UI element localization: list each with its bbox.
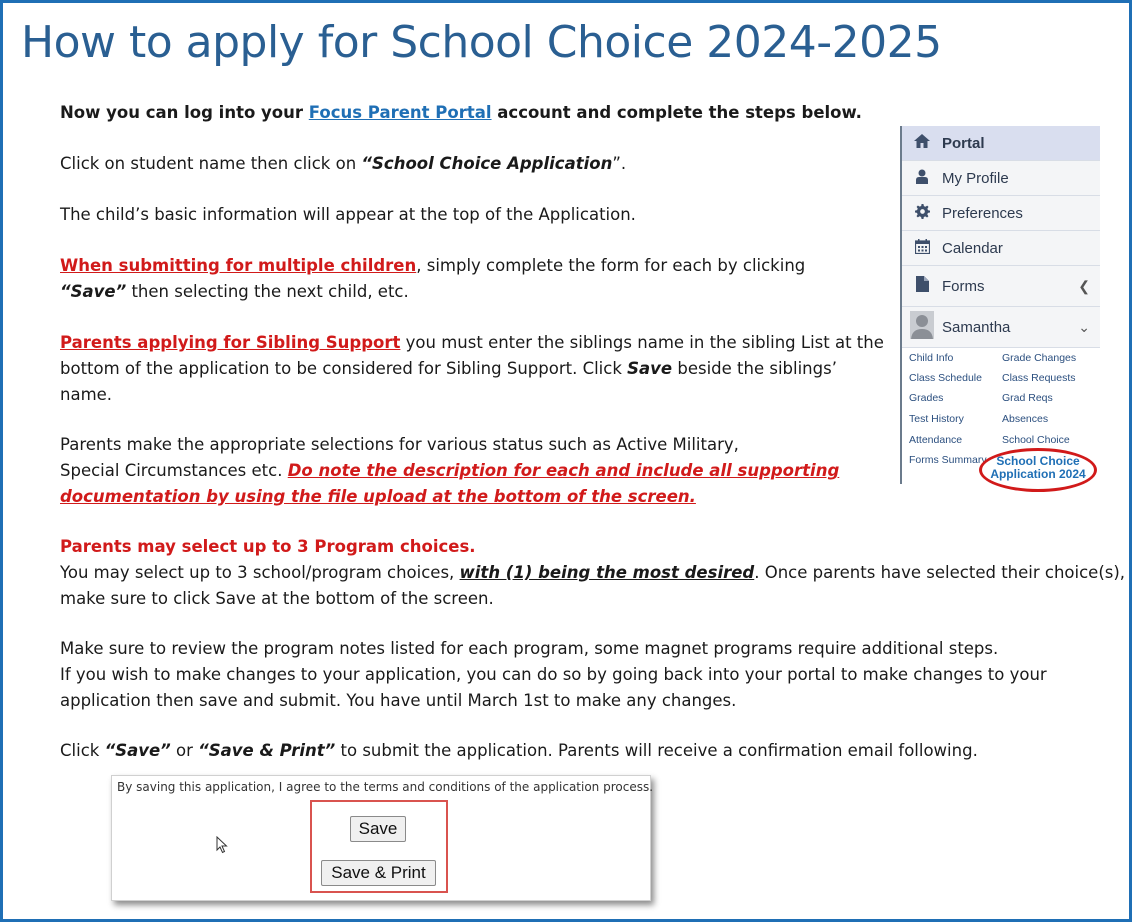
school-choice-application-callout[interactable] <box>979 455 1097 481</box>
agreement-text: By saving this application, I agree to the terms and conditions of the application process. <box>117 780 654 794</box>
focus-parent-portal-link[interactable]: Focus Parent Portal <box>308 103 492 122</box>
multi-children-label: When submitting for multiple children <box>60 256 417 275</box>
sublink-absences[interactable]: Absences <box>1002 413 1049 425</box>
sibling-line2-post: beside the siblings’ <box>672 359 837 378</box>
sublink-class-requests[interactable]: Class Requests <box>1002 372 1076 384</box>
callout-line2: Application 2024 <box>990 467 1086 481</box>
sublink-forms-summary[interactable]: Forms Summary <box>909 454 987 466</box>
save-print-button[interactable]: Save & Print <box>321 860 436 886</box>
sibling-line3: name. <box>60 385 113 404</box>
mouse-cursor-icon <box>216 836 228 854</box>
document-icon <box>902 276 942 296</box>
sibling-line2 <box>60 356 837 382</box>
notes-line3: application then save and submit. You have until March 1st to make any changes. <box>60 691 737 710</box>
multi-children-rest: , simply complete the form for each by clicking <box>416 256 806 275</box>
sibling-line2-pre: bottom of the application to be considered for Sibling Support. Click <box>60 359 628 378</box>
final-save-emph: “Save” <box>104 741 171 760</box>
chevron-left-icon[interactable]: ❮ <box>1078 277 1090 294</box>
sublink-grade-changes[interactable]: Grade Changes <box>1002 352 1077 364</box>
callout-line1: School Choice <box>996 454 1080 468</box>
portal-nav-preferences[interactable] <box>902 196 1100 231</box>
program-most-desired: with (1) being the most desired <box>459 563 755 582</box>
page-title: How to apply for School Choice 2024-2025 <box>21 17 942 68</box>
intro-pre: Now you can log into your <box>60 103 309 122</box>
program-heading: Parents may select up to 3 Program choices. <box>60 537 476 556</box>
program-line1-post: . Once parents have selected their choice(s), <box>754 563 1126 582</box>
multi-children-line1 <box>60 253 805 279</box>
sibling-rest1: you must enter the siblings name in the sibling List at the <box>400 333 884 352</box>
sibling-support-label: Parents applying for Sibling Support <box>60 333 401 352</box>
notes-line2: If you wish to make changes to your application, you can do so by going back into your portal to make changes to your <box>60 665 1047 684</box>
step-click-student <box>60 151 626 177</box>
avatar-icon <box>902 311 942 343</box>
user-icon <box>902 169 942 188</box>
intro-post: account and complete the steps below. <box>491 103 862 122</box>
student-name: Samantha <box>942 318 1011 336</box>
final-instruction <box>60 738 978 764</box>
calendar-icon <box>902 239 942 258</box>
save-panel <box>111 775 654 901</box>
portal-nav-calendar[interactable] <box>902 231 1100 266</box>
status-line2-pre: Special Circumstances etc. <box>60 461 288 480</box>
sublink-grad-reqs[interactable]: Grad Reqs <box>1002 392 1053 404</box>
save-button[interactable]: Save <box>350 816 406 842</box>
sublink-test-history[interactable]: Test History <box>909 413 964 425</box>
portal-nav-label: My Profile <box>942 169 1009 187</box>
step-basic-info: The child’s basic information will appear at the top of the Application. <box>60 205 636 224</box>
sublink-school-choice[interactable]: School Choice <box>1002 434 1070 446</box>
sibling-line1 <box>60 330 884 356</box>
multi-save-emph: “Save” <box>60 282 127 301</box>
status-note-red: Do note the description for each and include all supporting <box>287 461 840 480</box>
intro-line <box>60 100 862 126</box>
sublink-child-info[interactable]: Child Info <box>909 352 954 364</box>
status-line2 <box>60 458 839 484</box>
multi-children-rest2: then selecting the next child, etc. <box>126 282 409 301</box>
program-line1 <box>60 560 1125 586</box>
step1-emph: “School Choice Application <box>361 154 613 173</box>
home-icon <box>902 134 942 152</box>
final-mid: or <box>170 741 199 760</box>
chevron-down-icon[interactable]: ⌄ <box>1078 318 1090 335</box>
sibling-save-emph: Save <box>627 359 673 378</box>
final-post: to submit the application. Parents will receive a confirmation email following. <box>335 741 978 760</box>
portal-nav-student[interactable] <box>902 307 1100 348</box>
portal-nav-label: Forms <box>942 277 985 295</box>
notes-line1: Make sure to review the program notes listed for each program, some magnet programs require additional steps. <box>60 639 999 658</box>
final-saveprint-emph: “Save & Print” <box>198 741 336 760</box>
status-line1: Parents make the appropriate selections for various status such as Active Military, <box>60 435 739 454</box>
sublink-attendance[interactable]: Attendance <box>909 434 963 446</box>
step1-post: ”. <box>612 154 627 173</box>
portal-nav-my-profile[interactable] <box>902 161 1100 196</box>
sublink-grades[interactable]: Grades <box>909 392 944 404</box>
status-line3: documentation by using the file upload at the bottom of the screen. <box>60 487 696 506</box>
portal-sidebar <box>900 126 1100 484</box>
step1-pre: Click on student name then click on <box>60 154 362 173</box>
final-pre: Click <box>60 741 105 760</box>
portal-nav-forms[interactable] <box>902 266 1100 307</box>
sublink-class-schedule[interactable]: Class Schedule <box>909 372 982 384</box>
portal-nav-label: Calendar <box>942 239 1003 257</box>
portal-nav-portal[interactable] <box>902 126 1100 161</box>
program-line1-pre: You may select up to 3 school/program choices, <box>60 563 460 582</box>
multi-children-line2 <box>60 279 409 305</box>
gear-icon <box>902 204 942 223</box>
portal-nav-label: Portal <box>942 134 985 152</box>
program-line2: make sure to click Save at the bottom of the screen. <box>60 589 494 608</box>
portal-nav-label: Preferences <box>942 204 1023 222</box>
